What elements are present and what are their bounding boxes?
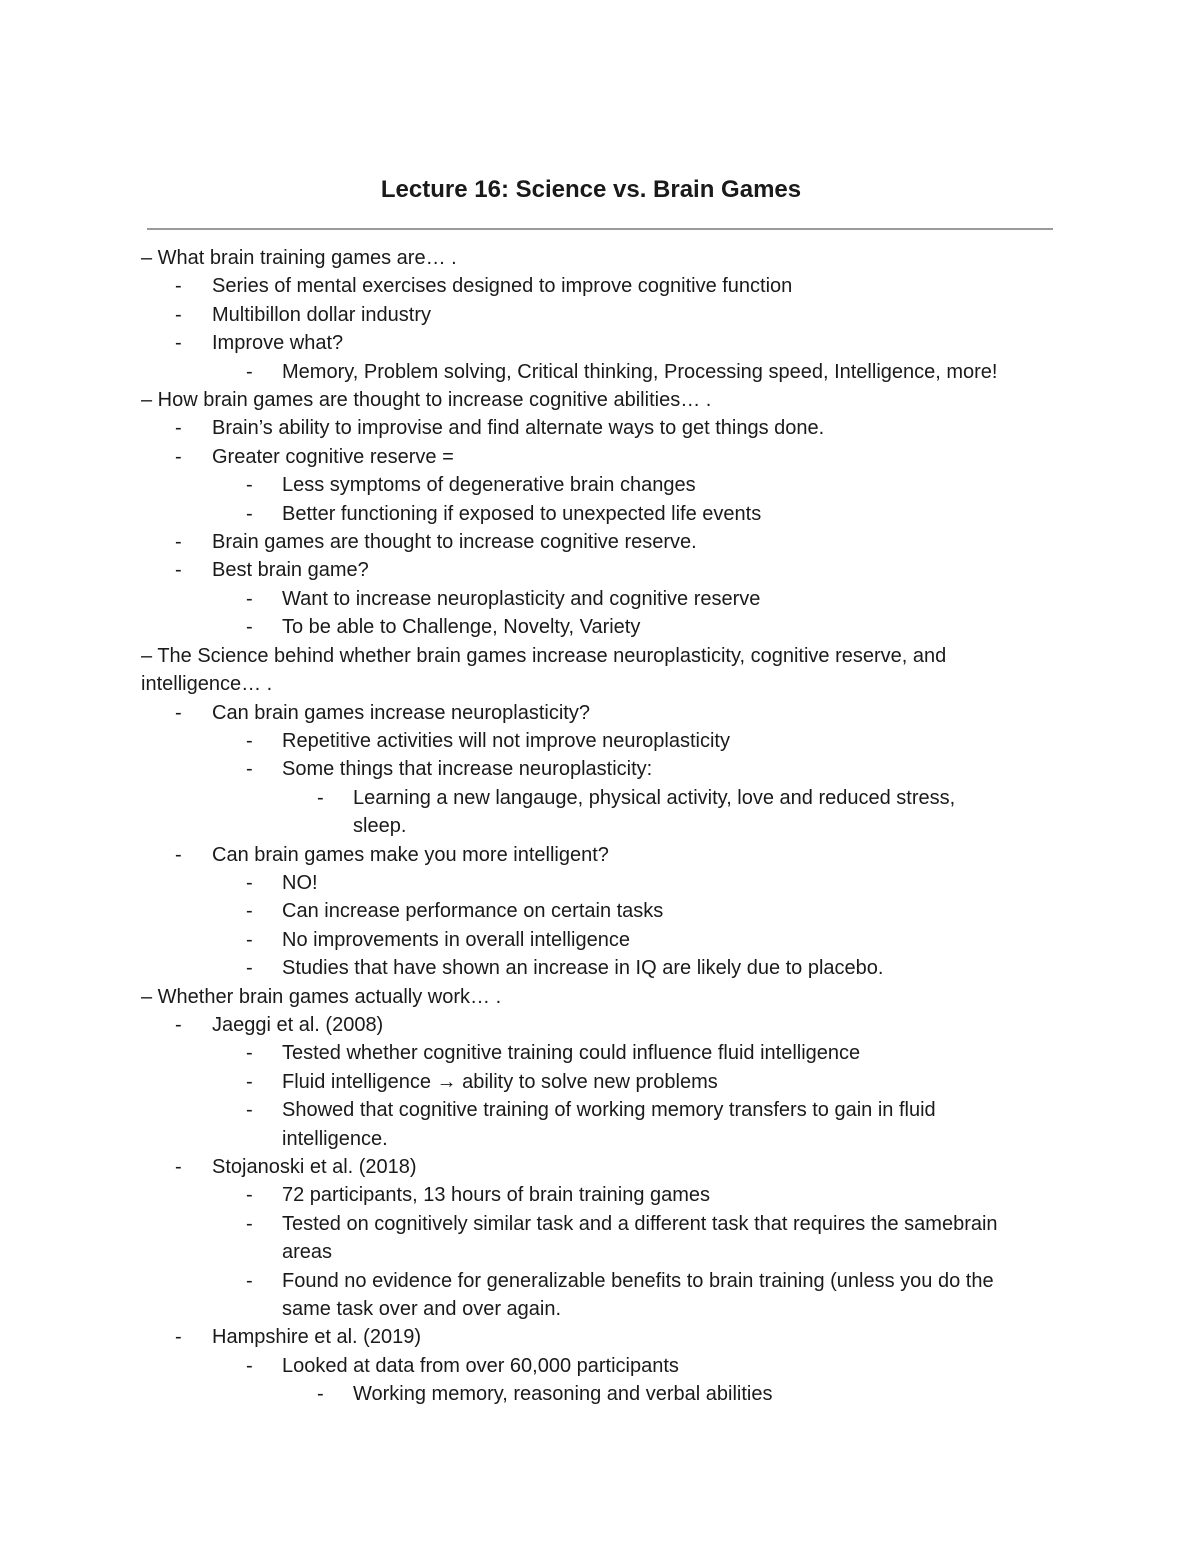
- bullet-text: Best brain game?: [212, 559, 369, 582]
- bullet-text: Looked at data from over 60,000 participants: [282, 1354, 679, 1377]
- bullet-text: NO!: [282, 871, 318, 894]
- bullet-text: Series of mental exercises designed to improve cognitive function: [212, 275, 793, 298]
- bullet-dash: -: [175, 1326, 182, 1349]
- sub-bullet-item: [141, 358, 1071, 386]
- bullet-text: Memory, Problem solving, Critical thinking, Processing speed, Intelligence, more!: [282, 360, 998, 383]
- bullet-text: Tested on cognitively similar task and a different task that requires the samebrain: [282, 1212, 998, 1235]
- bullet-text-continued: intelligence.: [282, 1127, 388, 1150]
- sub-bullet-item: [141, 954, 1071, 982]
- bullet-dash: -: [246, 871, 253, 894]
- bullet-item: [141, 1153, 1071, 1181]
- bullet-item: [141, 301, 1071, 329]
- bullet-item: [141, 1323, 1071, 1351]
- bullet-text-continued: same task over and over again.: [282, 1298, 562, 1321]
- bullet-text: Can brain games increase neuroplasticity?: [212, 701, 590, 724]
- section-heading: – The Science behind whether brain games increase neuroplasticity, cognitive reserve, and: [141, 644, 947, 667]
- bullet-dash: -: [246, 587, 253, 610]
- sub-bullet-item: [141, 613, 1071, 641]
- bullet-dash: -: [246, 957, 253, 980]
- bullet-item: [141, 556, 1071, 584]
- bullet-dash: -: [246, 1099, 253, 1122]
- bullet-text: Studies that have shown an increase in IQ are likely due to placebo.: [282, 957, 884, 980]
- bullet-text: Stojanoski et al. (2018): [212, 1156, 417, 1178]
- bullet-text: No improvements in overall intelligence: [282, 928, 630, 951]
- bullet-text: Tested whether cognitive training could influence fluid intelligence: [282, 1042, 861, 1065]
- bullet-dash: -: [175, 1156, 182, 1178]
- bullet-item: [141, 699, 1071, 727]
- bullet-dash: -: [246, 502, 253, 525]
- bullet-text: Fluid intelligence → ability to solve new problems: [282, 1070, 718, 1093]
- bullet-text-continued: areas: [282, 1241, 333, 1264]
- bullet-dash: -: [175, 701, 182, 724]
- bullet-text: Brain’s ability to improvise and find alternate ways to get things done.: [212, 417, 825, 440]
- bullet-text: Some things that increase neuroplasticity:: [282, 758, 653, 781]
- bullet-item: [141, 841, 1071, 869]
- bullet-text: Can increase performance on certain tasks: [282, 900, 664, 923]
- sub-bullet-item: [141, 1352, 1071, 1380]
- bullet-dash: -: [317, 786, 324, 809]
- bullet-item: [141, 272, 1071, 300]
- sub-bullet-item: [141, 1068, 1071, 1096]
- bullet-dash: -: [175, 843, 182, 866]
- bullet-dash: -: [175, 445, 182, 468]
- bullet-dash: -: [175, 275, 182, 298]
- bullet-text: Can brain games make you more intelligent?: [212, 843, 609, 866]
- bullet-dash: -: [175, 303, 182, 326]
- sub-sub-bullet-item: [141, 784, 1071, 812]
- bullet-item: [141, 414, 1071, 442]
- sub-bullet-item: [141, 471, 1071, 499]
- bullet-text: Want to increase neuroplasticity and cognitive reserve: [282, 587, 761, 610]
- title-divider: [147, 228, 1053, 230]
- section-heading-continued: intelligence… .: [141, 673, 273, 696]
- bullet-dash: -: [175, 332, 182, 355]
- sub-bullet-item: [141, 500, 1071, 528]
- bullet-dash: -: [175, 1013, 182, 1036]
- page-title: Lecture 16: Science vs. Brain Games: [380, 176, 802, 203]
- bullet-dash: -: [246, 1354, 253, 1377]
- bullet-text: Jaeggi et al. (2008): [212, 1013, 384, 1036]
- sub-bullet-item: [141, 755, 1071, 783]
- bullet-text: Better functioning if exposed to unexpected life events: [282, 502, 762, 525]
- bullet-dash: -: [175, 559, 182, 582]
- bullet-dash: -: [246, 900, 253, 923]
- bullet-text: 72 participants, 13 hours of brain training games: [282, 1184, 711, 1207]
- sub-bullet-item: [141, 1039, 1071, 1067]
- bullet-text: Learning a new langauge, physical activity, love and reduced stress,: [353, 786, 956, 809]
- bullet-text-continued: sleep.: [353, 815, 407, 838]
- sub-bullet-item: [141, 1181, 1071, 1209]
- bullet-dash: -: [246, 758, 253, 781]
- bullet-text: Repetitive activities will not improve neuroplasticity: [282, 729, 730, 752]
- bullet-item: [141, 443, 1071, 471]
- bullet-dash: -: [246, 1070, 253, 1093]
- bullet-text: Less symptoms of degenerative brain changes: [282, 474, 696, 497]
- bullet-dash: -: [246, 928, 253, 951]
- sub-bullet-item: [141, 897, 1071, 925]
- sub-sub-bullet-item: [141, 1380, 1071, 1408]
- sub-bullet-item: [141, 1096, 1071, 1124]
- sub-bullet-item: [141, 585, 1071, 613]
- bullet-dash: -: [246, 729, 253, 752]
- sub-bullet-item: [141, 869, 1071, 897]
- bullet-dash: -: [246, 1269, 253, 1292]
- sub-bullet-item: [141, 1210, 1071, 1238]
- bullet-dash: -: [246, 1212, 253, 1235]
- sub-bullet-item: [141, 926, 1071, 954]
- bullet-text: To be able to Challenge, Novelty, Variety: [282, 616, 641, 639]
- bullet-text: Greater cognitive reserve =: [212, 445, 454, 468]
- bullet-text: Found no evidence for generalizable benefits to brain training (unless you do the: [282, 1269, 994, 1292]
- bullet-text: Improve what?: [212, 332, 344, 355]
- bullet-dash: -: [175, 417, 182, 440]
- bullet-dash: -: [246, 616, 253, 639]
- section-heading: – What brain training games are… .: [141, 247, 457, 269]
- bullet-text: Multibillon dollar industry: [212, 303, 431, 326]
- bullet-text: Brain games are thought to increase cognitive reserve.: [212, 531, 697, 554]
- bullet-text: Hampshire et al. (2019): [212, 1326, 421, 1349]
- bullet-dash: -: [317, 1383, 324, 1406]
- bullet-item: [141, 528, 1071, 556]
- bullet-dash: -: [175, 531, 182, 554]
- bullet-dash: -: [246, 1184, 253, 1207]
- bullet-dash: -: [246, 474, 253, 497]
- bullet-item: [141, 1011, 1071, 1039]
- bullet-dash: -: [246, 1042, 253, 1065]
- sub-bullet-item: [141, 1267, 1071, 1295]
- lecture-notes: [141, 244, 1071, 1409]
- section-heading: – How brain games are thought to increase cognitive abilities… .: [141, 389, 712, 412]
- sub-bullet-item: [141, 727, 1071, 755]
- section-heading: – Whether brain games actually work… .: [141, 985, 502, 1008]
- bullet-text: Showed that cognitive training of working memory transfers to gain in fluid: [282, 1099, 936, 1122]
- bullet-item: [141, 329, 1071, 357]
- bullet-text: Working memory, reasoning and verbal abilities: [353, 1383, 773, 1406]
- bullet-dash: -: [246, 360, 253, 383]
